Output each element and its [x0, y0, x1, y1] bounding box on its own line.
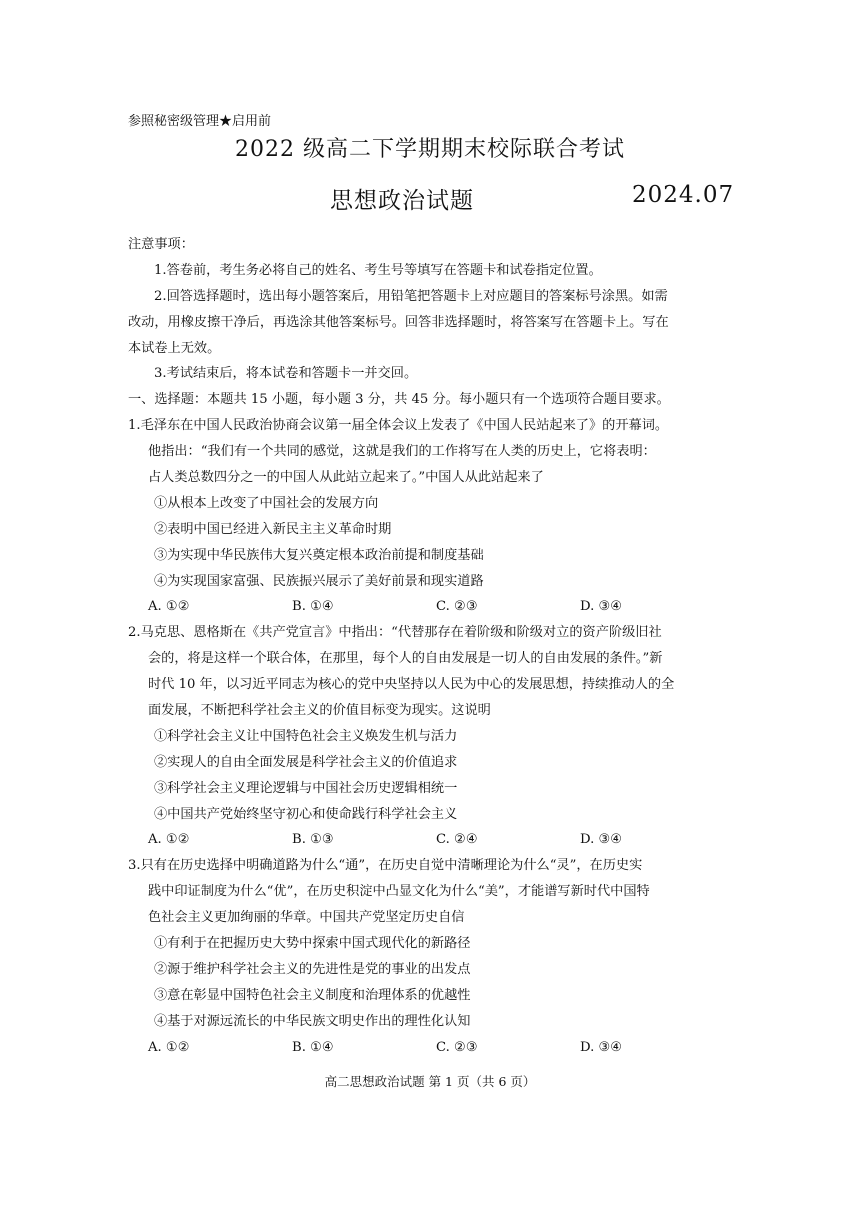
answer-choices — [128, 827, 734, 853]
question-option: ③为实现中华民族伟大复兴奠定根本政治前提和制度基础 — [154, 547, 484, 563]
notes-heading: 注意事项： — [128, 237, 194, 252]
exam-date: 2024.07 — [632, 182, 735, 208]
note-line: 3.考试结束后，将本试卷和答题卡一并交回。 — [154, 366, 418, 382]
question-option: ②表明中国已经进入新民主主义革命时期 — [154, 521, 392, 537]
question-stem-line: 占人类总数四分之一的中国人从此站立起来了。”中国人从此站起来了 — [148, 470, 544, 486]
question-option: ②实现人的自由全面发展是科学社会主义的价值追求 — [154, 754, 458, 770]
question-stem-line: 会的，将是这样一个联合体，在那里，每个人的自由发展是一切人的自由发展的条件。”新 — [148, 651, 663, 667]
question-option: ①有利于在把握历史大势中探索中国式现代化的新路径 — [154, 936, 471, 952]
answer-choices — [128, 1035, 734, 1061]
question-option: ③意在彰显中国特色社会主义制度和治理体系的优越性 — [154, 987, 471, 1003]
secret-level-label: 参照秘密级管理★启用前 — [128, 114, 272, 129]
choice-a: A. ①② — [148, 832, 190, 848]
exam-title: 2022 级高二下学期期末校际联合考试 — [235, 137, 625, 162]
choice-c: C. ②③ — [436, 599, 478, 615]
question-option: ③科学社会主义理论逻辑与中国社会历史逻辑相统一 — [154, 780, 458, 796]
choice-d: D. ③④ — [580, 599, 623, 615]
choice-b: B. ①④ — [292, 1039, 334, 1055]
question-stem-line: 面发展，不断把科学社会主义的价值目标变为现实。这说明 — [148, 703, 491, 719]
choice-c: C. ②③ — [436, 1039, 478, 1055]
notes-list — [128, 258, 734, 387]
note-line: 1.答卷前，考生务必将自己的姓名、考生号等填写在答题卡和试卷指定位置。 — [154, 262, 602, 278]
choice-d: D. ③④ — [580, 1039, 623, 1055]
question-stem-line: 践中印证制度为什么“优”，在历史积淀中凸显文化为什么“美”，才能谱写新时代中国特 — [148, 884, 650, 900]
choice-b: B. ①③ — [292, 832, 334, 848]
choice-c: C. ②④ — [436, 832, 478, 848]
question-1 — [128, 413, 734, 620]
question-option: ①科学社会主义让中国特色社会主义焕发生机与活力 — [154, 728, 458, 744]
question-2 — [128, 620, 734, 853]
subject-title: 思想政治试题 — [330, 188, 474, 214]
choice-d: D. ③④ — [580, 832, 623, 848]
page-footer: 高二思想政治试题 第 1 页（共 6 页） — [324, 1074, 536, 1089]
question-option: ④中国共产党始终坚守初心和使命践行科学社会主义 — [154, 806, 458, 822]
question-stem-line: 2.马克思、恩格斯在《共产党宣言》中指出：“代替那存在着阶级和阶级对立的资产阶级旧社 — [128, 625, 662, 641]
note-line: 改动，用橡皮擦干净后，再选涂其他答案标号。回答非选择题时，将答案写在答题卡上。写在 — [128, 314, 669, 330]
choice-b: B. ①④ — [292, 599, 334, 615]
question-option: ④基于对源远流长的中华民族文明史作出的理性化认知 — [154, 1013, 471, 1029]
note-line: 2.回答选择题时，选出每小题答案后，用铅笔把答题卡上对应题目的答案标号涂黑。如需 — [154, 288, 668, 304]
exam-body — [128, 232, 734, 1061]
answer-choices — [128, 594, 734, 620]
question-stem-line: 1.毛泽东在中国人民政治协商会议第一届全体会议上发表了《中国人民站起来了》的开幕词。 — [128, 418, 669, 434]
section-heading: 一、选择题：本题共 15 小题，每小题 3 分，共 45 分。每小题只有一个选项符合题目要求。 — [128, 392, 670, 408]
question-3 — [128, 853, 734, 1060]
choice-a: A. ①② — [148, 599, 190, 615]
question-stem-line: 3.只有在历史选择中明确道路为什么“通”，在历史自觉中清晰理论为什么“灵”，在历史实 — [128, 858, 643, 874]
choice-a: A. ①② — [148, 1039, 190, 1055]
note-line: 本试卷上无效。 — [128, 340, 221, 356]
question-stem-line: 色社会主义更加绚丽的华章。中国共产党坚定历史自信 — [148, 910, 465, 926]
question-stem-line: 时代 10 年，以习近平同志为核心的党中央坚持以人民为中心的发展思想，持续推动人的全 — [148, 677, 675, 693]
question-option: ①从根本上改变了中国社会的发展方向 — [154, 495, 379, 511]
question-option: ②源于维护科学社会主义的先进性是党的事业的出发点 — [154, 961, 471, 977]
question-option: ④为实现国家富强、民族振兴展示了美好前景和现实道路 — [154, 573, 484, 589]
question-stem-line: 他指出：“我们有一个共同的感觉，这就是我们的工作将写在人类的历史上，它将表明： — [148, 444, 656, 460]
